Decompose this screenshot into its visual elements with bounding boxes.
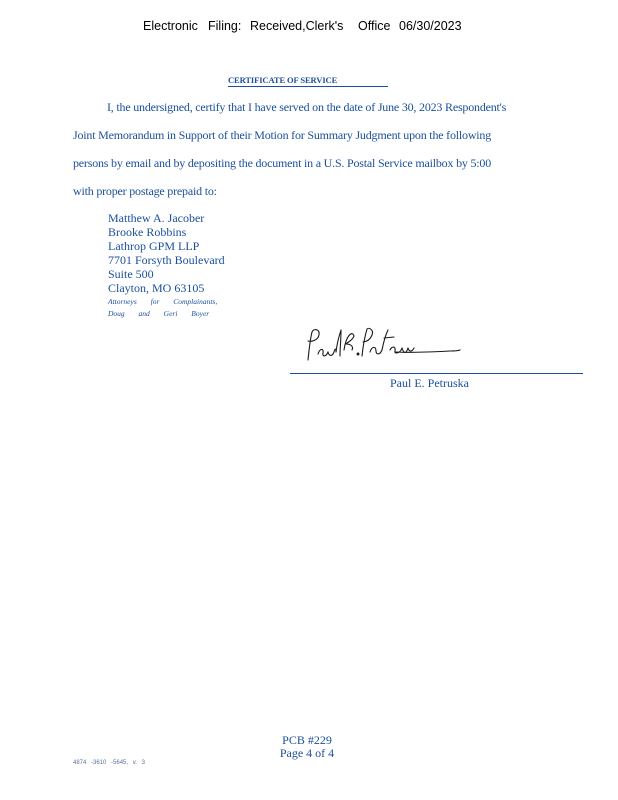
address-line: Lathrop GPM LLP: [108, 239, 200, 253]
certificate-line-2: Joint Memorandum in Support of their Motion for Summary Judgment upon the following: [73, 128, 492, 142]
filing-date: 06/30/2023: [399, 19, 462, 33]
page-footer: [0, 734, 618, 760]
certificate-title: CERTIFICATE OF SERVICE: [228, 75, 388, 87]
signature-graphic: [300, 326, 470, 368]
attorney-note: [108, 296, 225, 320]
certificate-line-3: persons by email and by depositing the document in a U.S. Postal Service mailbox by 5:00: [73, 156, 492, 170]
page-number: Page 4 of 4: [279, 746, 335, 760]
case-number: PCB #229: [282, 733, 332, 747]
address-line: Matthew A. Jacober: [108, 211, 205, 225]
address-line: Suite 500: [108, 267, 154, 281]
filing-label-electronic: Electronic: [143, 19, 198, 33]
signature-line: [290, 373, 583, 374]
handwritten-signature: [300, 326, 470, 368]
attorney-note-line: Attorneys for Complainants,: [108, 297, 218, 306]
address-line: 7701 Forsyth Boulevard: [108, 253, 225, 267]
recipient-address-block: [108, 211, 225, 320]
address-line: Clayton, MO 63105: [108, 281, 205, 295]
signer-name: Paul E. Petruska: [390, 376, 469, 390]
certificate-line-1: I, the undersigned, certify that I have served on the date of June 30, 2023 Respondent's: [107, 100, 507, 114]
filing-label-office: Office: [358, 19, 391, 33]
address-line: Brooke Robbins: [108, 225, 187, 239]
document-id: 4874 -3610 -5645, v. 3: [73, 760, 145, 766]
attorney-note-line: Doug and Geri Boyer: [108, 309, 210, 318]
filing-label-filing: Filing:: [208, 19, 242, 33]
filing-label-received: Received,Clerk's: [250, 19, 344, 33]
certificate-line-4: with proper postage prepaid to:: [73, 184, 217, 198]
